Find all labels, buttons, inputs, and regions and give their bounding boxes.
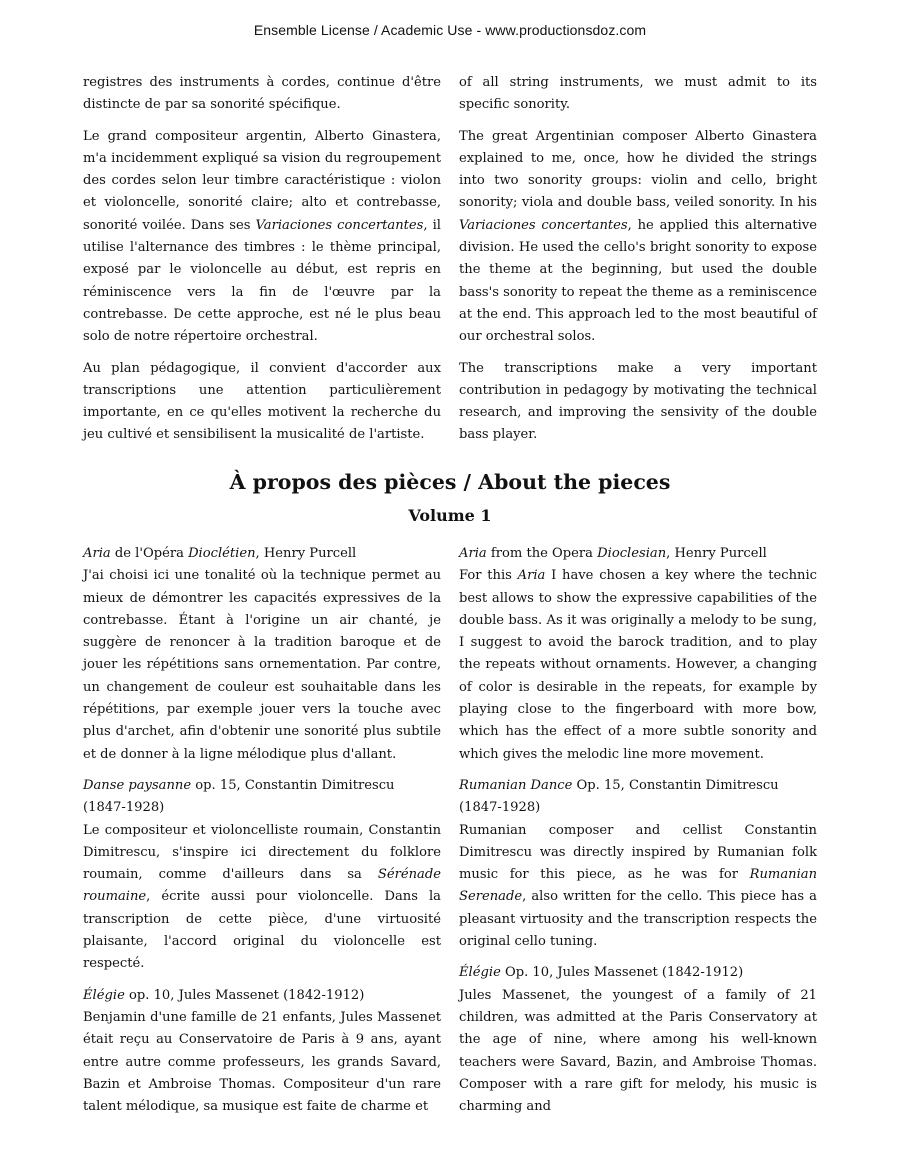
piece-title-part: Élégie <box>83 987 125 1003</box>
piece-entry-aria-en <box>459 543 817 766</box>
piece-entry-elegie-fr <box>83 985 441 1119</box>
piece-entry-aria-fr <box>83 543 441 766</box>
intro-column-french <box>83 72 441 456</box>
section-heading: À propos des pièces / About the pieces <box>229 470 671 494</box>
piece-title-part: from the Opera <box>486 546 598 561</box>
intro-column-english <box>459 72 817 456</box>
intro-en-paragraph-2 <box>459 126 817 349</box>
piece-body-part: Rumanian composer and cellist Constantin Dimitrescu was directly inspired by Rumanian folk music for this piece, as he was for <box>459 822 817 883</box>
intro-en-p2-text-b: , he applied this alternative division. He used the cello's bright sonority to expose the theme at the beginning, but used the double bass's sonority to repeat the theme as a reminiscence at the end. This approach led to the most beautiful of our orchestral solos. <box>459 217 817 345</box>
piece-title-part: , Henry Purcell <box>666 546 767 561</box>
piece-entry-danse-en <box>459 775 817 953</box>
piece-title-elegie-fr <box>83 985 441 1007</box>
intro-fr-paragraph-1: registres des instruments à cordes, continue d'être distincte de par sa sonorité spécifique. <box>83 75 441 113</box>
piece-title-elegie-en <box>459 962 817 984</box>
piece-body-part: Le compositeur et violoncelliste roumain, Constantin Dimitrescu, s'inspire ici directement du folklore roumain, comme d'ailleurs dans sa <box>83 822 441 883</box>
piece-entry-danse-fr <box>83 775 441 976</box>
intro-en-paragraph-3: The transcriptions make a very important contribution in pedagogy by motivating the technical research, and improving the sensivity of the double bass player. <box>459 360 817 443</box>
piece-title-part: Aria <box>459 546 487 561</box>
piece-title-part: Danse paysanne <box>83 777 192 793</box>
piece-title-aria-fr <box>83 543 441 565</box>
intro-en-p2-text-a: The great Argentinian composer Alberto Ginastera explained to me, once, how he divided the strings into two sonority groups: violin and cello, bright sonority; viola and double bass, veiled sonority. In his <box>459 128 817 211</box>
intro-fr-p2-work-title: Variaciones concertantes <box>255 217 424 233</box>
piece-body-elegie-fr: Benjamin d'une famille de 21 enfants, Jules Massenet était reçu au Conservatoire de Paris à 9 ans, ayant entre autre comme professeurs, les grands Savard, Bazin et Ambroise Thomas. Compositeur d'un rare talent mélodique, sa musique est faite de charme et <box>83 1009 441 1115</box>
intro-fr-p2-text-b: , il utilise l'alternance des timbres : le thème principal, exposé par le violoncelle au début, est repris en réminiscence vers la fin de l'œuvre par la contrebasse. De cette approche, est né le plus beau solo de notre répertoire orchestral. <box>83 217 441 345</box>
piece-title-part: , Henry Purcell <box>255 546 357 561</box>
piece-body-aria-fr: J'ai choisi ici une tonalité où la technique permet au mieux de démontrer les capacités expressives de la contrebasse. Étant à l'origine un air chanté, je suggère de renoncer à la tradition baroque et de jouer les répétitions sans ornementation. Par contre, un changement de couleur est souhaitable dans les répétitions, par exemple jouer vers la touche avec plus d'archet, afin d'obtenir une sonorité plus subtile et de donner à la ligne mélodique plus d'allant. <box>83 568 441 762</box>
piece-entry-elegie-en <box>459 962 817 1118</box>
pieces-column-french <box>83 543 441 1127</box>
intro-en-paragraph-1: of all string instruments, we must admit to its specific sonority. <box>459 75 817 113</box>
intro-fr-paragraph-3: Au plan pédagogique, il convient d'accorder aux transcriptions une attention particulièrement importante, en ce qu'elles motivent la recherche du jeu cultivé et sensibilisent la musicalité de l'artiste. <box>83 360 441 443</box>
piece-body-danse-fr <box>83 820 441 976</box>
piece-title-part: Rumanian Dance <box>459 777 573 793</box>
piece-title-part: Op. 15, Constantin Dimitrescu (1847-1928) <box>459 777 779 816</box>
piece-body-part: , also written for the cello. This piece has a pleasant virtuosity and the transcription respects the original cello tuning. <box>459 889 817 950</box>
pieces-column-english <box>459 543 817 1127</box>
piece-title-danse-fr <box>83 775 441 820</box>
piece-body-danse-en <box>459 820 817 954</box>
intro-en-p2-work-title: Variaciones concertantes <box>459 217 628 233</box>
piece-body-part: I have chosen a key where the technic best allows to show the expressive capabilities of the double bass. As it was originally a melody to be sung, I suggest to avoid the barock tradition, and to play the repeats without ornaments. However, a changing of color is desirable in the repeats, for example by playing close to the fingerboard with more bow, which has the effect of a more subtle sonority and which gives the melodic line more movement. <box>459 568 817 762</box>
piece-title-part: de l'Opéra <box>110 546 189 561</box>
piece-title-danse-en <box>459 775 817 820</box>
piece-body-aria-en <box>459 565 817 766</box>
piece-title-part: op. 15, Constantin Dimitrescu (1847-1928) <box>83 777 395 816</box>
piece-title-part: Aria <box>83 546 111 561</box>
piece-body-part: Aria <box>517 568 546 584</box>
piece-title-part: Op. 10, Jules Massenet (1842-1912) <box>500 965 744 981</box>
volume-heading: Volume 1 <box>408 506 492 525</box>
piece-body-elegie-en: Jules Massenet, the youngest of a family of 21 children, was admitted at the Paris Conservatory at the age of nine, where among his well-known teachers were Savard, Bazin, and Ambroise Thomas. Composer with a rare gift for melody, his music is charming and <box>459 987 817 1115</box>
piece-title-part: Dioclesian <box>597 546 667 561</box>
license-header: Ensemble License / Academic Use - www.productionsdoz.com <box>253 22 647 38</box>
piece-body-part: For this <box>459 568 518 584</box>
piece-title-part: Dioclétien <box>188 546 256 561</box>
piece-body-part: Rumanian Serenade <box>459 867 817 905</box>
piece-body-part: Sérénade roumaine <box>83 867 441 905</box>
intro-fr-p2-text-a: Le grand compositeur argentin, Alberto Ginastera, m'a incidemment expliqué sa vision du regroupement des cordes selon leur timbre caractéristique : violon et violoncelle, sonorité claire; alto et contrebasse, sonorité voilée. Dans ses <box>83 128 441 233</box>
piece-body-part: , écrite aussi pour violoncelle. Dans la transcription de cette pièce, d'une virtuosité plaisante, l'accord original du violoncelle est respecté. <box>83 889 441 972</box>
intro-fr-paragraph-2 <box>83 126 441 349</box>
piece-title-part: op. 10, Jules Massenet (1842-1912) <box>124 987 365 1003</box>
piece-title-aria-en <box>459 543 817 565</box>
piece-title-part: Élégie <box>459 965 501 981</box>
